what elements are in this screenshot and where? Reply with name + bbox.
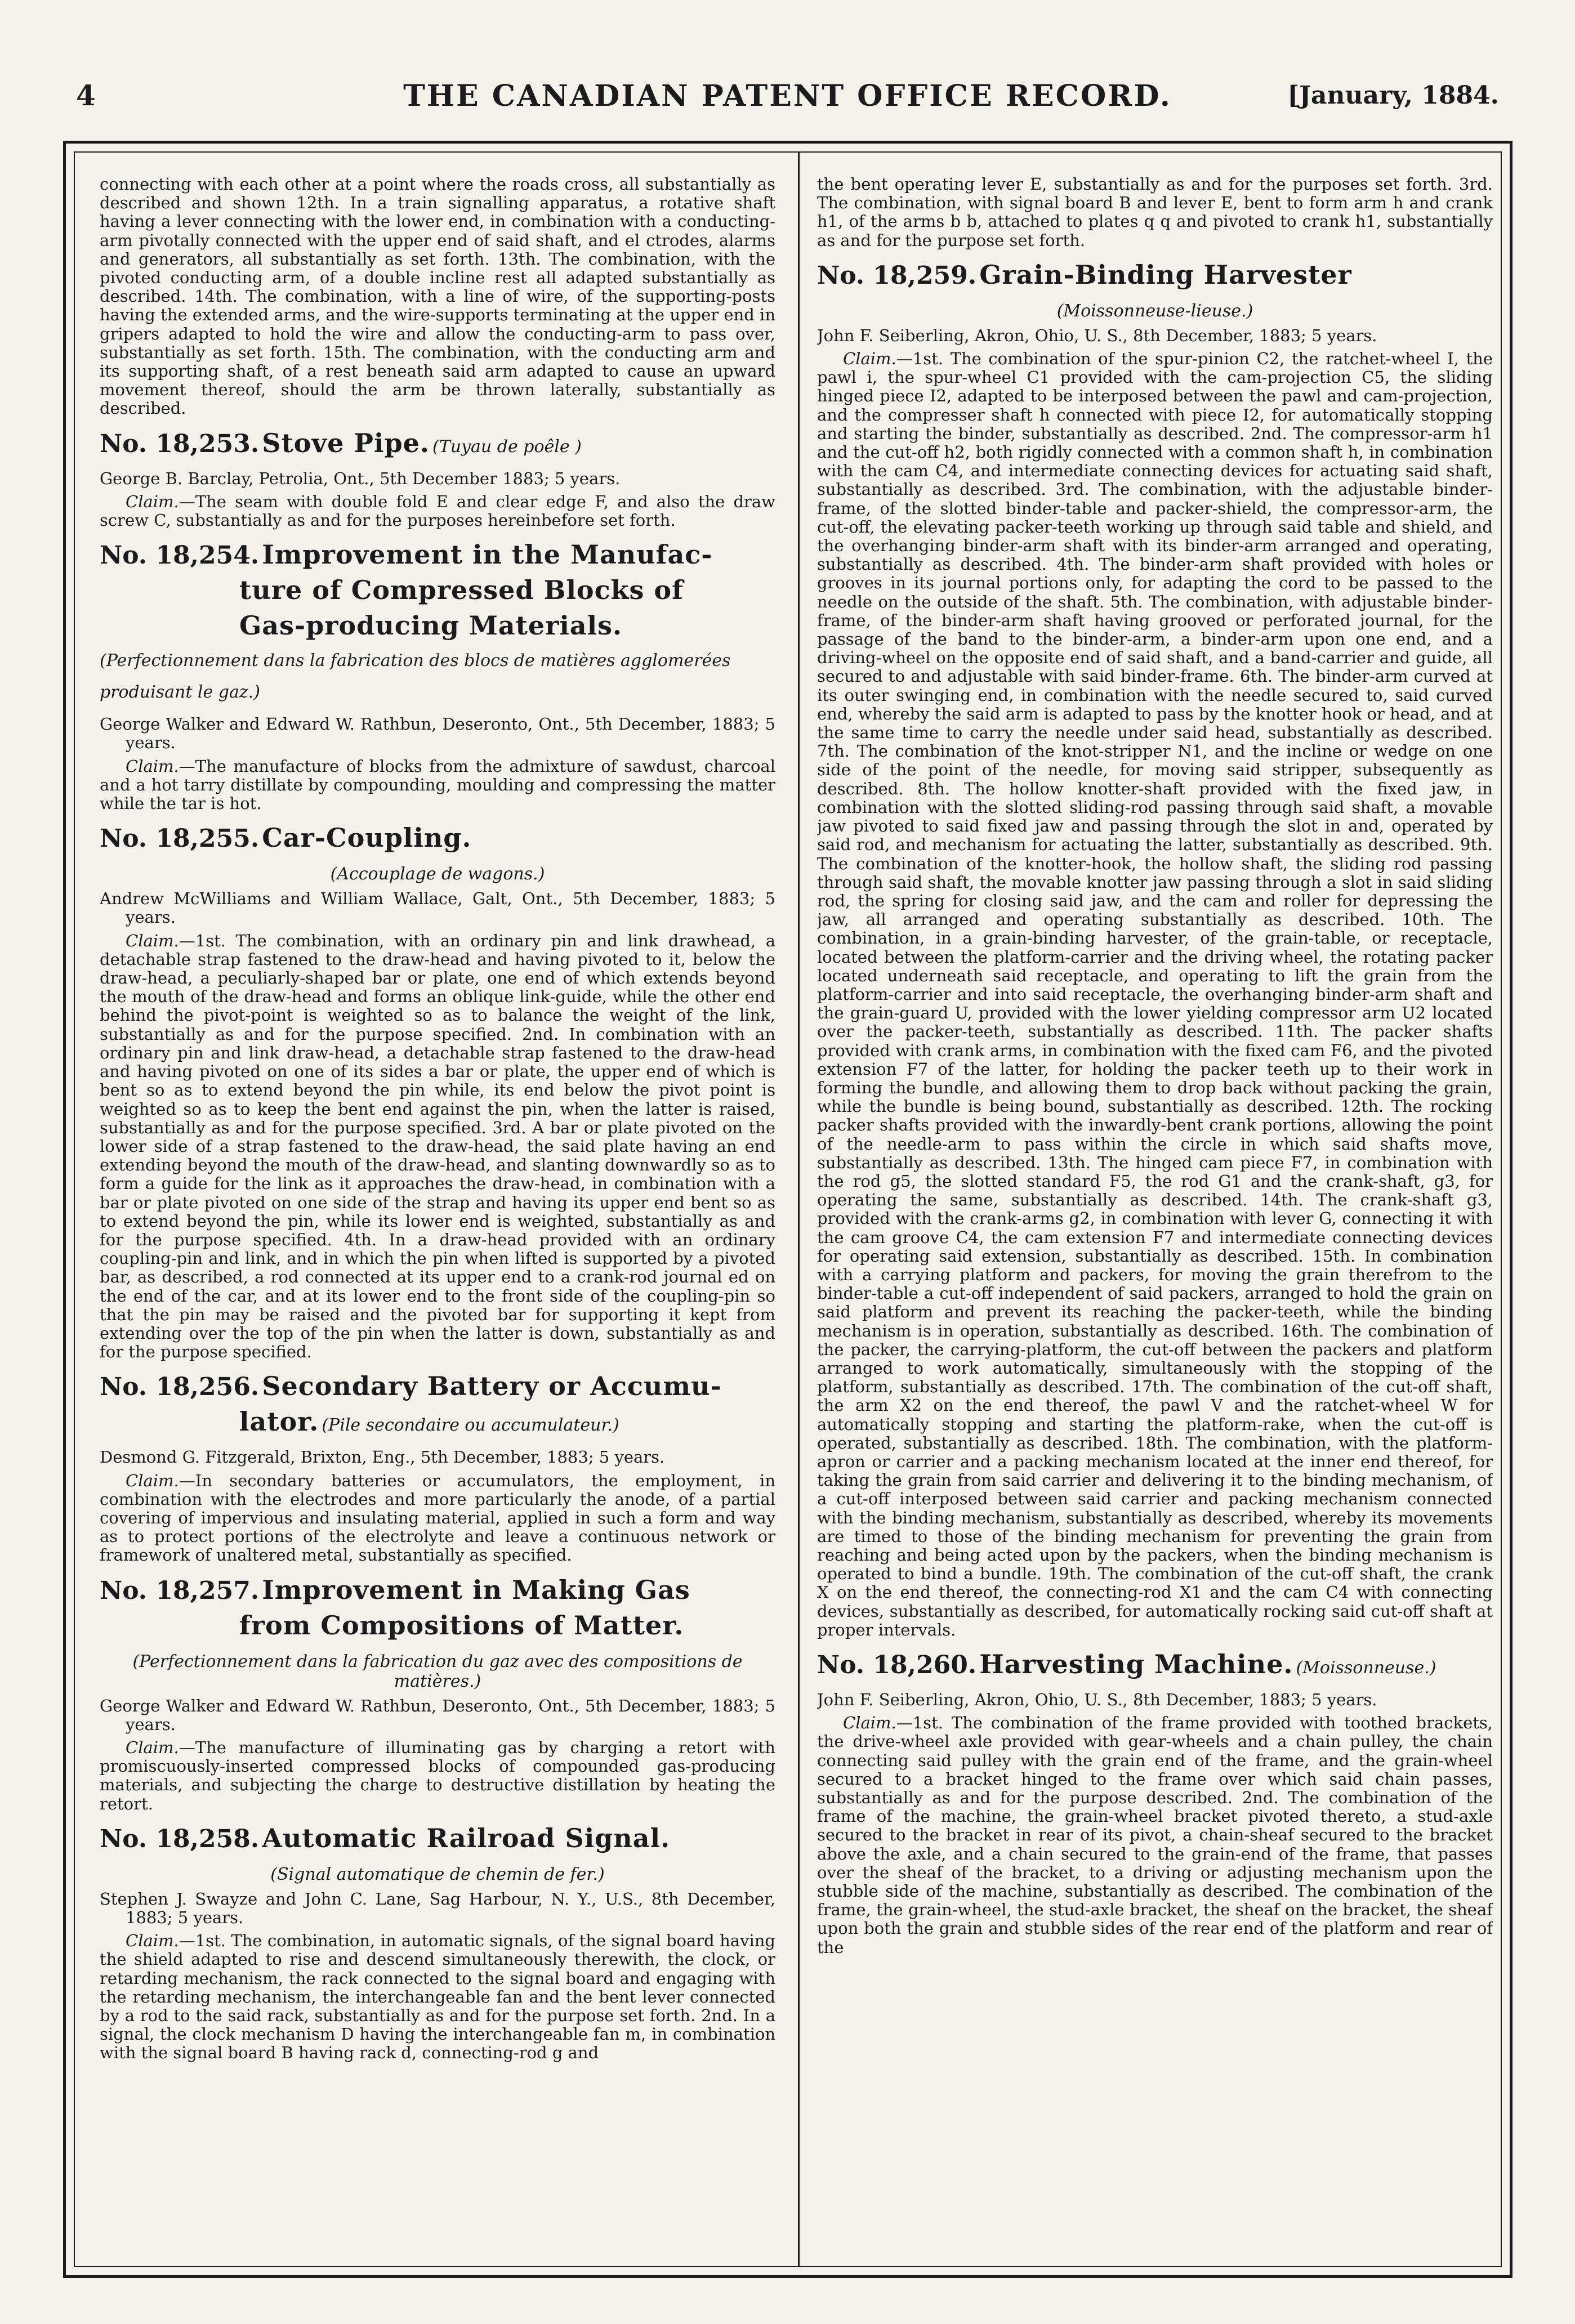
claim-label: Claim. [126, 1737, 179, 1757]
inventor-line: George Walker and Edward W. Rathbun, Deseronto, Ont., 5th December, 1883; 5 years. [100, 714, 775, 753]
patent-number: No. 18,258. [100, 1824, 260, 1853]
patent-18258 [100, 1824, 775, 2063]
patent-french-title: (Perfectionnement dans la fabrication du gaz avec des compositions de matières.) [132, 1651, 743, 1691]
claim-label: Claim. [843, 1713, 896, 1733]
claim-label: Claim. [126, 1471, 179, 1490]
patent-heading [817, 260, 1493, 296]
inventor-line: Andrew McWilliams and William Wallace, Galt, Ont., 5th December, 1883; 5 years. [100, 889, 775, 927]
patent-french-title: (Moissonneuse.) [1296, 1658, 1436, 1678]
patent-number: No. 18,260. [817, 1651, 977, 1680]
journal-title: THE CANADIAN PATENT OFFICE RECORD. [403, 79, 1172, 113]
patent-title: Harvesting Machine. [979, 1649, 1293, 1680]
patent-french-title: (Signal automatique de chemin de fer.) [270, 1864, 605, 1884]
page-number: 4 [76, 79, 96, 112]
patent-heading [100, 1824, 775, 1859]
claim-body: —The manufacture of blocks from the admixture of sawdust, charcoal and a hot tarry distillate by compounding, moulding and compressing the matter while the tar is hot. [100, 756, 775, 814]
patent-title-line-3: Gas-producing Materials. [239, 610, 623, 641]
patent-title-line-2: lator. [239, 1406, 319, 1437]
claim-text [100, 1472, 775, 1565]
claim-label: Claim. [126, 756, 179, 776]
patent-number: No. 18,259. [817, 261, 977, 290]
issue-date: [January, 1884. [1287, 81, 1499, 110]
right-column [817, 175, 1493, 2243]
column-divider [798, 153, 800, 2266]
claim-label: Claim. [126, 931, 179, 950]
patent-title: Car-Coupling. [262, 823, 472, 853]
claim-body: —In secondary batteries or accumulators, the employment, in combination with the electrodes and more particularly the anode, of a partial covering of impervious and insulating material, applied in such a form and way as to protect portions of the electrolyte and leave a continuous network or framework of unaltered metal, substantially as specified. [100, 1471, 775, 1565]
patent-title-line-2: ture of Compressed Blocks of [239, 575, 684, 606]
claim-label: Claim. [126, 1931, 179, 1951]
patent-18255 [100, 823, 775, 1361]
page-frame [63, 141, 1512, 2278]
continuation-text: connecting with each other at a point where the roads cross, all substantially as described and shown 12th. In a train signalling apparatus, a rotative shaft having a lever connecting with the lower end, in combination with a conducting-arm pivotally connected with the upper end of said shaft, and el ctrodes, alarms and generators, all substantially as set forth. 13th. The combination, with the pivoted conducting arm, of a double incline rest all adapted substantially as described. 14th. The combination, with a line of wire, of the supporting-posts having the extended arms, and the wire-supports terminating at the upper end in gripers adapted to hold the wire and allow the conducting-arm to pass over, substantially as set forth. 15th. The combination, with the conducting arm and its supporting shaft, of a rest beneath said arm adapted to cause an upward movement thereof, should the arm be thrown laterally, substantially as described. [100, 175, 775, 418]
claim-text [100, 1932, 775, 2062]
claim-text [100, 932, 775, 1362]
inventor-line: Stephen J. Swayze and John C. Lane, Sag Harbour, N. Y., U.S., 8th December, 1883; 5 years. [100, 1889, 775, 1927]
patent-title-line-2: from Compositions of Matter. [239, 1610, 684, 1641]
inventor-line: John F. Seiberling, Akron, Ohio, U. S., 8th December, 1883; 5 years. [817, 1690, 1377, 1710]
claim-text [817, 350, 1493, 1639]
patent-18257 [100, 1575, 775, 1813]
inventor-line: Desmond G. Fitzgerald, Brixton, Eng., 5th December, 1883; 5 years. [100, 1447, 665, 1467]
patent-18253 [100, 428, 775, 530]
claim-body: —1st. The combination, with an ordinary pin and link drawhead, a detachable strap fastened to the draw-head and having pivoted to it, below the draw-head, a peculiarly-shaped bar or plate, one end of which extends beyond the mouth of the draw-head and forms an oblique link-guide, while the other end behind the pivot-point is weighted so as to balance the weight of the link, substantially as and for the purpose specified. 2nd. In combination with an ordinary pin and link draw-head, a detachable strap fastened to the draw-head and having pivoted on one of its sides a bar or plate, the upper end of which is bent so as to extend beyond the pin while, its end below the pivot point is weighted so as to keep the bent end against the pin, when the latter is raised, substantially as and for the purpose specified. 3rd. A bar or plate pivoted on the lower side of a strap fastened to the draw-head, the said plate having an end extending beyond the mouth of the draw-head, and slanting downwardly so as to form a guide for the link as it approaches the draw-head, in combination with a bar or plate pivoted on one side of the strap and having its upper end bent so as to extend beyond the pin, while its lower end is weighted, substantially as and for the purpose specified. 4th. In a draw-head provided with an ordinary coupling-pin and link, and in which the pin when lifted is supported by a pivoted bar, as described, a rod connected at its upper end to a crank-rod journal ed on the end of the car, and at its lower end to the front side of the coupling-pin so that the pin may be raised and the pivoted bar for supporting it kept from extending over the top of the pin when the latter is down, substantially as and for the purpose specified. [100, 931, 775, 1362]
claim-body: —The seam with double fold E and clear edge F, and also the draw screw C, substantially as and for the purposes hereinbefore set forth. [100, 491, 775, 530]
claim-text [100, 1738, 775, 1813]
patent-18260 [817, 1650, 1493, 1957]
left-column [100, 175, 775, 2243]
patent-heading [100, 1575, 775, 1646]
patent-number: No. 18,257. [100, 1576, 260, 1605]
claim-label: Claim. [126, 491, 179, 511]
patent-heading [817, 1650, 1493, 1685]
page-header [76, 79, 1499, 118]
claim-body: —The manufacture of illuminating gas by charging a retort with promiscuously-inserted compressed blocks of compounded gas-producing materials, and subjecting the charge to destructive distillation by heating the retort. [100, 1737, 775, 1813]
page-frame-inner [74, 151, 1502, 2267]
patent-number: No. 18,256. [100, 1373, 260, 1402]
claim-body: —1st. The combination of the spur-pinion C2, the ratchet-wheel I, the pawl i, the spur-wheel C1 provided with the cam-projection C5, the sliding hinged piece I2, adapted to be interposed between the pawl and cam-projection, and the compresser shaft h connected with piece I2, for automatically stopping and starting the binder, substantially as described. 2nd. The compressor-arm h1 and the cut-off h2, both rigidly connected with a common shaft h, in combination with the cam C4, and intermediate connecting devices for actuating said shaft, substantially as described. 3rd. The combination, with the adjustable binder-frame, of the slotted binder-table and packer-shield, the compressor-arm, the cut-off, the elevating packer-teeth working up through said table and shield, and the overhanging binder-arm shaft with its binder-arm arranged and operating, substantially as described. 4th. The binder-arm shaft provided with holes or grooves in its journal portions only, for adapting the cord to be passed to the needle on the outside of the shaft. 5th. The combination, with adjustable binder-frame, of the binder-arm shaft having grooved or perforated journal, for the passage of the band to the binder-arm, a binder-arm upon one end, and a driving-wheel on the opposite end of said shaft, and a band-carrier and guide, all secured to and adjustable with said binder-frame. 6th. The binder-arm curved at its outer swinging end, in combination with the needle secured to, said curved end, whereby the said arm is adapted to pass by the knotter hook or head, and at the same time to carry the needle under said head, substantially as described. 7th. The combination of the knot-stripper N1, and the incline or wedge on one side of the point of the needle, for moving said stripper, subsequently as described. 8th. The hollow knotter-shaft provided with the fixed jaw, in combination with the slotted sliding-rod passing through said shaft, a movable jaw pivoted to said fixed jaw and passing through the slot in and, operated by said rod, and mechanism for actuating the latter, substantially as described. 9th. The combination of the knotter-hook, the hollow shaft, the sliding rod passing through said shaft, the movable knotter jaw passing through a slot in said sliding rod, the spring for closing said jaw, and the cam and roller for depressing the jaw, all arranged and operating substantially as described. 10th. The combination, in a grain-binding harvester, of the grain-table, or receptacle, located between the platform-carrier and the driving wheel, the rotating packer located underneath said receptacle, and operating to lift the grain from the platform-carrier and into said receptacle, the overhanging binder-arm shaft and the grain-guard U, provided with the lower yielding compressor arm U2 located over the packer-teeth, substantially as described. 11th. The packer shafts provided with crank arms, in combination with the fixed cam F6, and the pivoted extension F7 of the latter, for holding the packer teeth up to their work in forming the bundle, and allowing them to drop back without packing the grain, while the bundle is being bound, substantially as described. 12th. The rocking packer shafts provided with the inwardly-bent crank portions, allowing the point of the needle-arm to pass within the circle in which said shafts move, substantially as described. 13th. The hinged cam piece F7, in combination with the rod g5, the slotted standard F5, the rod G1 and the crank-shaft, g3, for operating the same, substantially as described. 14th. The crank-shaft g3, provided with the crank-arms g2, in combination with lever G, connecting it with the cam groove C4, the cam extension F7 and intermediate connecting devices for operating said extension, substantially as described. 15th. In combination with a carrying platform and packers, for moving the grain therefrom to the binder-table a cut-off independent of said packers, arranged to hold the grain on said platform and prevent its reaching the packer-teeth, while the binding mechanism is in operation, substantially as described. 16th. The combination of the packer, the carrying-platform, the cut-off between the packers and platform arranged to work automatically, simultaneously with the stopping of the platform, substantially as described. 17th. The combination of the cut-off shaft, the arm X2 on the end thereof, the pawl V and the ratchet-wheel W for automatically stopping and starting the platform-rake, when the cut-off is operated, substantially as described. 18th. The combination, with the platform-apron or carrier and a packing mechanism located at the inner end thereof, for taking the grain from said carrier and delivering it to the binding mechanism, of a cut-off interposed between said carrier and packing mechanism connected with the binding mechanism, substantially as described, whereby its movements are timed to those of the binding mechanism for preventing the grain from reaching and being acted upon by the packers, when the binding mechanism is operated to bind a bundle. 19th. The combination of the cut-off shaft, the crank X on the end thereof, the connecting-rod X1 and the cam C4 with connecting devices, substantially as described, for automatically rocking said cut-off shaft at proper intervals. [817, 349, 1493, 1639]
continuation-text: the bent operating lever E, substantially as and for the purposes set forth. 3rd. The combination, with signal board B and lever E, bent to form arm h and crank h1, of the arms b b, attached to plates q q and pivoted to crank h1, substantially as and for the purpose set forth. [817, 175, 1493, 250]
patent-french-title: (Tuyau de poêle ) [432, 436, 582, 457]
patent-18256 [100, 1371, 775, 1565]
patent-title: Grain-Binding Harvester [979, 259, 1352, 290]
patent-number: No. 18,253. [100, 429, 260, 458]
patent-title: Stove Pipe. [262, 427, 430, 458]
patent-title: Automatic Railroad Signal. [262, 1822, 671, 1853]
patent-heading [100, 823, 775, 859]
inventor-line: John F. Seiberling, Akron, Ohio, U. S., 8th December, 1883; 5 years. [817, 325, 1377, 345]
claim-label: Claim. [843, 349, 896, 369]
patent-french-title: (Moissonneuse-lieuse.) [1056, 301, 1253, 321]
inventor-line: George B. Barclay, Petrolia, Ont., 5th December 1883; 5 years. [100, 468, 621, 488]
claim-text [100, 757, 775, 814]
patent-french-title: (Accouplage de wagons.) [330, 864, 545, 884]
patent-heading [100, 1371, 775, 1442]
claim-body: —1st. The combination of the frame provided with toothed brackets, the drive-wheel axle provided with gear-wheels and a chain pulley, the chain connecting said pulley with the grain end of the frame, and the grain-wheel secured to a bracket hinged to the frame over which said chain passes, substantially as and for the purpose described. 2nd. The combination of the frame of the machine, the grain-wheel bracket pivoted thereto, a stud-axle secured to the bracket in rear of its pivot, a chain-sheaf secured to the bracket above the axle, and a chain secured to the grain-end of the frame, that passes over the sheaf of the bracket, to a driving or adjusting mechanism upon the stubble side of the machine, substantially as described. The combination of the frame, the grain-wheel, the stud-axle bracket, the sheaf on the bracket, the sheaf upon both the grain and stubble sides of the rear end of the platform and rear of the [817, 1713, 1493, 1957]
patent-title-line-1: Improvement in Making Gas [262, 1574, 690, 1605]
patent-number: No. 18,255. [100, 824, 260, 853]
patent-heading [100, 428, 775, 464]
patent-18254 [100, 540, 775, 813]
patent-heading [100, 540, 775, 709]
patent-number: No. 18,254. [100, 541, 260, 570]
patent-title-line-1: Secondary Battery or Accumu- [262, 1371, 722, 1402]
patent-title-line-1: Improvement in the Manufac- [262, 539, 713, 570]
patent-french-title: (Perfectionnement dans la fabrication des blocs de matières agglomerées produisant le gaz.) [100, 651, 731, 703]
claim-text [817, 1714, 1493, 1957]
patent-18259 [817, 260, 1493, 1639]
patent-french-title: (Pile secondaire ou accumulateur.) [322, 1415, 619, 1436]
claim-text [100, 493, 775, 530]
claim-body: —1st. The combination, in automatic signals, of the signal board having the shield adapted to rise and descend simultaneously therewith, the clock, or retarding mechanism, the rack connected to the signal board and engaging with the retarding mechanism, the interchangeable fan and the bent lever connected by a rod to the said rack, substantially as and for the purpose set forth. 2nd. In a signal, the clock mechanism D having the interchangeable fan m, in combination with the signal board B having rack d, connecting-rod g and [100, 1931, 775, 2063]
inventor-line: George Walker and Edward W. Rathbun, Deseronto, Ont., 5th December, 1883; 5 years. [100, 1696, 775, 1734]
